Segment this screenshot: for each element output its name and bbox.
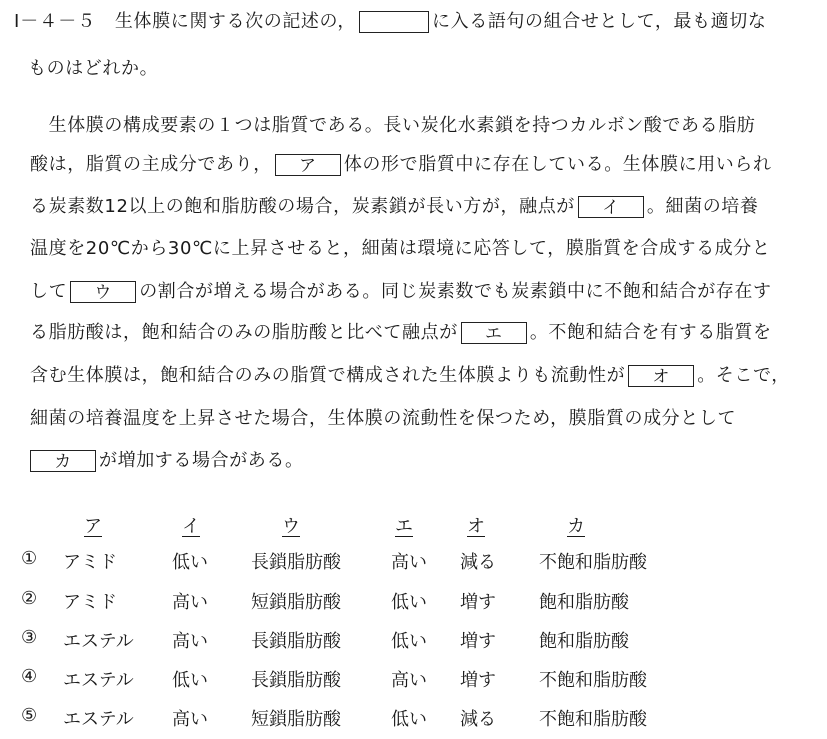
- choice-i: 高い: [172, 631, 208, 652]
- choice-o: 減る: [460, 709, 496, 730]
- passage-text: の割合が増える場合がある。同じ炭素数でも炭素鎖中に不飽和結合が存在す: [139, 281, 772, 302]
- header-a: ア: [84, 516, 102, 537]
- blank-a: ア: [275, 154, 341, 176]
- passage-line-6: [30, 322, 772, 344]
- choice-i: 高い: [172, 592, 208, 613]
- choice-e: 低い: [391, 592, 427, 613]
- passage-line-9: [30, 450, 304, 472]
- choice-u: 短鎖脂肪酸: [251, 592, 341, 613]
- choice-i: 低い: [172, 552, 208, 573]
- choice-a: エステル: [63, 670, 134, 691]
- passage-text: 。細菌の培養: [646, 196, 759, 217]
- passage-line-4: 温度を20℃から30℃に上昇させると，細菌は環境に応答して，膜脂質を合成する成分と: [30, 238, 771, 259]
- choice-e: 高い: [391, 552, 427, 573]
- passage-line-2: [30, 154, 772, 176]
- choice-number: ④: [21, 666, 38, 687]
- choice-o: 減る: [460, 552, 496, 573]
- blank-e: エ: [461, 322, 527, 344]
- choice-row[interactable]: [0, 588, 827, 618]
- question-number: Ⅰ－４－５: [14, 11, 97, 32]
- blank-i: イ: [578, 196, 644, 218]
- choice-e: 低い: [391, 631, 427, 652]
- choice-e: 高い: [391, 670, 427, 691]
- choice-number: ⑤: [21, 705, 38, 726]
- question-stem-line2: ものはどれか。: [28, 58, 159, 79]
- passage-line-8: 細菌の培養温度を上昇させた場合，生体膜の流動性を保つため，膜脂質の成分として: [30, 408, 737, 429]
- blank-o: オ: [628, 365, 694, 387]
- choice-a: エステル: [63, 709, 134, 730]
- choice-a: エステル: [63, 631, 134, 652]
- choice-number: ③: [21, 627, 38, 648]
- choice-i: 低い: [172, 670, 208, 691]
- choice-ka: 不飽和脂肪酸: [539, 552, 647, 573]
- choice-a: アミド: [63, 552, 117, 573]
- choice-row[interactable]: [0, 627, 827, 657]
- blank-box-empty: [359, 11, 429, 33]
- choice-u: 長鎖脂肪酸: [251, 552, 341, 573]
- header-ka: カ: [567, 516, 585, 537]
- choice-row[interactable]: [0, 548, 827, 578]
- choice-row[interactable]: [0, 705, 827, 735]
- choice-ka: 不飽和脂肪酸: [539, 709, 647, 730]
- passage-text: 酸は，脂質の主成分であり，: [30, 154, 272, 175]
- blank-ka: カ: [30, 450, 96, 472]
- blank-u: ウ: [70, 281, 136, 303]
- choice-o: 増す: [460, 670, 496, 691]
- stem-text-after: に入る語句の組合せとして，最も適切な: [432, 11, 767, 32]
- choice-number: ②: [21, 588, 38, 609]
- passage-line-1: 生体膜の構成要素の１つは脂質である。長い炭化水素鎖を持つカルボン酸である脂肪: [30, 115, 756, 136]
- passage-line-7: [30, 365, 790, 387]
- header-e: エ: [395, 516, 413, 537]
- question-stem: [14, 11, 766, 33]
- header-o: オ: [467, 516, 485, 537]
- choice-u: 長鎖脂肪酸: [251, 670, 341, 691]
- stem-text-before: 生体膜に関する次の記述の，: [114, 11, 357, 32]
- passage-line-3: [30, 196, 759, 218]
- choice-i: 高い: [172, 709, 208, 730]
- passage-text: して: [30, 281, 68, 302]
- choice-u: 長鎖脂肪酸: [251, 631, 341, 652]
- choice-row[interactable]: [0, 666, 827, 696]
- choice-e: 低い: [391, 709, 427, 730]
- header-i: イ: [182, 516, 200, 537]
- choice-o: 増す: [460, 631, 496, 652]
- passage-text: 。そこで，: [697, 365, 790, 386]
- choice-u: 短鎖脂肪酸: [251, 709, 341, 730]
- passage-text: る脂肪酸は，飽和結合のみの脂肪酸と比べて融点が: [30, 322, 458, 343]
- passage-text: 。不飽和結合を有する脂質を: [529, 322, 772, 343]
- choice-ka: 不飽和脂肪酸: [539, 670, 647, 691]
- passage-line-5: [30, 281, 772, 303]
- choice-ka: 飽和脂肪酸: [539, 592, 629, 613]
- choice-o: 増す: [460, 592, 496, 613]
- passage-text: 含む生体膜は，飽和結合のみの脂質で構成された生体膜よりも流動性が: [30, 365, 626, 386]
- passage-text: が増加する場合がある。: [99, 450, 304, 471]
- choice-ka: 飽和脂肪酸: [539, 631, 629, 652]
- choice-number: ①: [21, 548, 38, 569]
- header-u: ウ: [282, 516, 300, 537]
- choice-a: アミド: [63, 592, 117, 613]
- passage-text: 体の形で脂質中に存在している。生体膜に用いられ: [343, 154, 772, 175]
- passage-text: る炭素数12以上の飽和脂肪酸の場合，炭素鎖が長い方が，融点が: [30, 196, 575, 217]
